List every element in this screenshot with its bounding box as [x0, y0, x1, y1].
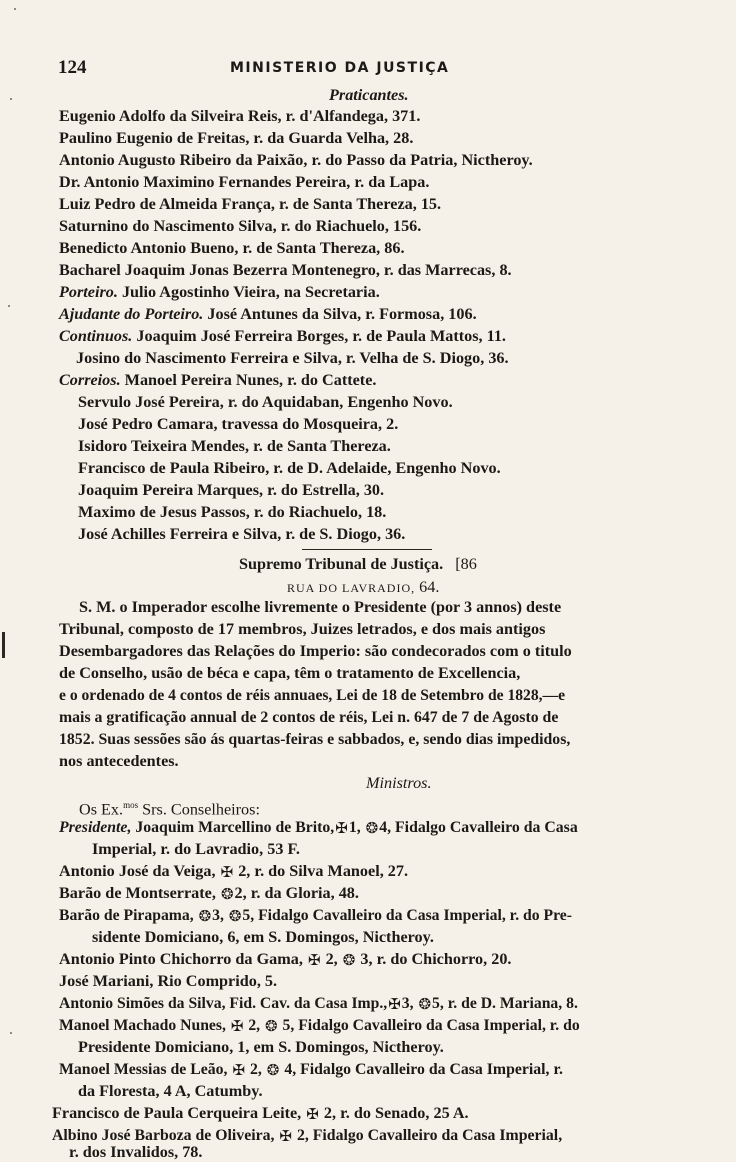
order-cross-icon: ✠ — [306, 1107, 319, 1123]
list-item: José Pedro Camara, travessa do Mosqueira, 2. — [78, 415, 399, 433]
order-medal-icon: ❂ — [365, 821, 379, 837]
list-item — [59, 1016, 580, 1035]
member-name: Joaquim Marcellino de Brito, — [135, 819, 335, 836]
role-name: Manoel Pereira Nunes, r. do Cattete. — [124, 371, 377, 389]
member-text: 5, r. de D. Mariana, 8. — [432, 995, 578, 1012]
member-text: 5, Fidalgo Cavalleiro da Casa Imperial, r. do — [282, 1017, 580, 1034]
member-text: 2, r. da Gloria, 48. — [234, 884, 359, 902]
margin-scan-mark — [2, 632, 5, 658]
section-divider — [302, 549, 432, 550]
role-label: Presidente, — [59, 819, 132, 836]
list-item — [59, 950, 511, 969]
paragraph-line: e o ordenado de 4 contos de réis annuaes, Lei de 18 de Setembro de 1828,—e — [59, 687, 566, 704]
salutation-superscript: mos — [123, 800, 139, 810]
section-heading — [239, 555, 477, 574]
order-cross-icon: ✠ — [307, 953, 321, 969]
member-text: 2, Fidalgo Cavalleiro da Casa Imperial, — [296, 1127, 563, 1144]
member-text: 3, — [401, 995, 414, 1012]
list-item: Bacharel Joaquim Jonas Bezerra Montenegro, r. das Marrecas, 8. — [59, 261, 512, 279]
list-item — [59, 994, 578, 1013]
role-label: Porteiro. — [59, 283, 118, 301]
order-cross-icon: ✠ — [230, 1019, 244, 1035]
bracket-note: [86 — [455, 555, 477, 573]
member-text: 2, — [249, 1061, 262, 1078]
salutation — [79, 796, 260, 819]
paragraph-line: Tribunal, composto de 17 membros, Juizes letrados, e dos mais antigos — [59, 620, 546, 638]
member-text: 2, r. do Senado, 25 A. — [323, 1104, 469, 1122]
role-label: Correios. — [59, 371, 121, 389]
list-item-continuation: Imperial, r. do Lavradio, 53 F. — [92, 840, 300, 858]
member-name: Manoel Messias de Leão, — [59, 1061, 228, 1078]
salutation-suffix: Srs. Conselheiros: — [142, 800, 260, 819]
list-item: Josino do Nascimento Ferreira e Silva, r. Velha de S. Diogo, 36. — [76, 349, 509, 367]
member-text: 4, Fidalgo Cavalleiro da Casa Imperial, r. — [284, 1061, 563, 1078]
list-item — [59, 1060, 563, 1079]
member-text: 2, — [325, 950, 338, 968]
role-name: Joaquim José Ferreira Borges, r. de Paula Mattos, 11. — [136, 327, 506, 345]
list-item: Eugenio Adolfo da Silveira Reis, r. d'Alfandega, 371. — [59, 107, 421, 125]
order-medal-icon: ❂ — [198, 909, 212, 925]
order-medal-icon: ❂ — [265, 1019, 278, 1035]
street-number: 64. — [419, 578, 440, 596]
list-item: Luiz Pedro de Almeida França, r. de Santa Thereza, 15. — [59, 195, 442, 213]
margin-speck — [10, 98, 12, 100]
paragraph-line: nos antecedentes. — [59, 752, 179, 770]
order-cross-icon: ✠ — [220, 865, 234, 881]
member-name: Francisco de Paula Cerqueira Leite, — [52, 1104, 302, 1122]
list-item: Antonio Augusto Ribeiro da Paixão, r. do Passo da Patria, Nictheroy. — [59, 151, 533, 169]
list-item — [59, 818, 578, 837]
order-cross-icon: ✠ — [335, 821, 348, 837]
member-name: Barão de Pirapama, — [59, 907, 194, 924]
list-item-continuation: Presidente Domiciano, 1, em S. Domingos, Nictheroy. — [78, 1038, 444, 1056]
list-item — [52, 1104, 469, 1123]
member-text: 1, — [348, 819, 361, 836]
list-item: Maximo de Jesus Passos, r. do Riachuelo, 18. — [78, 503, 387, 521]
role-label: Continuos. — [59, 327, 133, 345]
list-item: Saturnino do Nascimento Silva, r. do Riachuelo, 156. — [59, 217, 422, 235]
list-item-continuation: r. dos Invalidos, 78. — [69, 1143, 203, 1161]
member-name: Albino José Barboza de Oliveira, — [52, 1127, 275, 1144]
list-item — [59, 305, 477, 324]
order-cross-icon: ✠ — [232, 1063, 246, 1079]
margin-speck — [14, 8, 16, 10]
salutation-prefix: Os Ex. — [79, 800, 124, 819]
list-item — [59, 862, 408, 881]
list-item — [59, 327, 506, 346]
paragraph-line: Desembargadores das Relações do Imperio: são condecorados com o titulo — [59, 642, 572, 660]
order-medal-icon: ❂ — [342, 953, 356, 969]
tribunal-address — [287, 578, 439, 598]
list-item-continuation: da Floresta, 4 A, Catumby. — [78, 1082, 263, 1100]
list-item: José Mariani, Rio Comprido, 5. — [59, 972, 278, 990]
tribunal-title: Supremo Tribunal de Justiça. — [239, 555, 444, 573]
order-cross-icon: ✠ — [279, 1129, 292, 1145]
street-name: RUA DO LAVRADIO, — [287, 581, 416, 595]
list-item — [59, 283, 380, 302]
order-cross-icon: ✠ — [388, 997, 401, 1013]
running-title: MINISTERIO DA JUSTIÇA — [230, 60, 450, 76]
section-heading: Praticantes. — [329, 86, 409, 104]
member-text: 3, — [212, 907, 224, 924]
member-text: 2, — [248, 1017, 261, 1034]
list-item — [59, 884, 359, 903]
member-name: Antonio Pinto Chichorro da Gama, — [59, 950, 303, 968]
page-number: 124 — [58, 57, 87, 78]
section-heading: Ministros. — [366, 774, 432, 792]
role-name: Julio Agostinho Vieira, na Secretaria. — [121, 283, 380, 301]
list-item: Joaquim Pereira Marques, r. do Estrella, 30. — [78, 481, 385, 499]
order-medal-icon: ❂ — [228, 909, 242, 925]
paragraph-line: de Conselho, usão de béca e capa, têm o tratamento de Excellencia, — [59, 664, 521, 682]
order-medal-icon: ❂ — [220, 887, 234, 903]
margin-speck — [10, 1032, 12, 1034]
member-name: Barão de Montserrate, — [59, 884, 216, 902]
member-text: 3, r. do Chichorro, 20. — [360, 950, 512, 968]
list-item: Paulino Eugenio de Freitas, r. da Guarda Velha, 28. — [59, 129, 414, 147]
paragraph-line: S. M. o Imperador escolhe livremente o Presidente (por 3 annos) deste — [79, 598, 562, 616]
list-item — [59, 906, 572, 925]
order-medal-icon: ❂ — [418, 997, 432, 1013]
member-text: 2, r. do Silva Manoel, 27. — [238, 862, 409, 880]
list-item: Isidoro Teixeira Mendes, r. de Santa Thereza. — [78, 437, 391, 455]
list-item: José Achilles Ferreira e Silva, r. de S. Diogo, 36. — [78, 525, 406, 543]
list-item — [59, 371, 376, 390]
paragraph-line: mais a gratificação annual de 2 contos de réis, Lei n. 647 de 7 de Agosto de — [59, 709, 559, 726]
member-name: Antonio Simões da Silva, Fid. Cav. da Casa Imp., — [59, 995, 388, 1012]
role-label: Ajudante do Porteiro. — [59, 305, 204, 323]
role-name: José Antunes da Silva, r. Formosa, 106. — [207, 305, 477, 323]
member-text: 5, Fidalgo Cavalleiro da Casa Imperial, r. do Pre- — [242, 907, 572, 924]
list-item: Benedicto Antonio Bueno, r. de Santa Thereza, 86. — [59, 239, 405, 257]
list-item-continuation: sidente Domiciano, 6, em S. Domingos, Nictheroy. — [92, 928, 434, 946]
list-item: Dr. Antonio Maximino Fernandes Pereira, r. da Lapa. — [59, 173, 430, 191]
margin-speck — [8, 305, 10, 307]
list-item: Servulo José Pereira, r. do Aquidaban, Engenho Novo. — [78, 393, 453, 411]
member-name: Antonio José da Veiga, — [59, 862, 216, 880]
order-medal-icon: ❂ — [266, 1063, 280, 1079]
list-item: Francisco de Paula Ribeiro, r. de D. Adelaide, Engenho Novo. — [78, 459, 501, 477]
member-text: 4, Fidalgo Cavalleiro da Casa — [379, 819, 578, 836]
member-name: Manoel Machado Nunes, — [59, 1017, 226, 1034]
paragraph-line: 1852. Suas sessões são ás quartas-feiras e sabbados, e, sendo dias impedidos, — [59, 731, 571, 748]
